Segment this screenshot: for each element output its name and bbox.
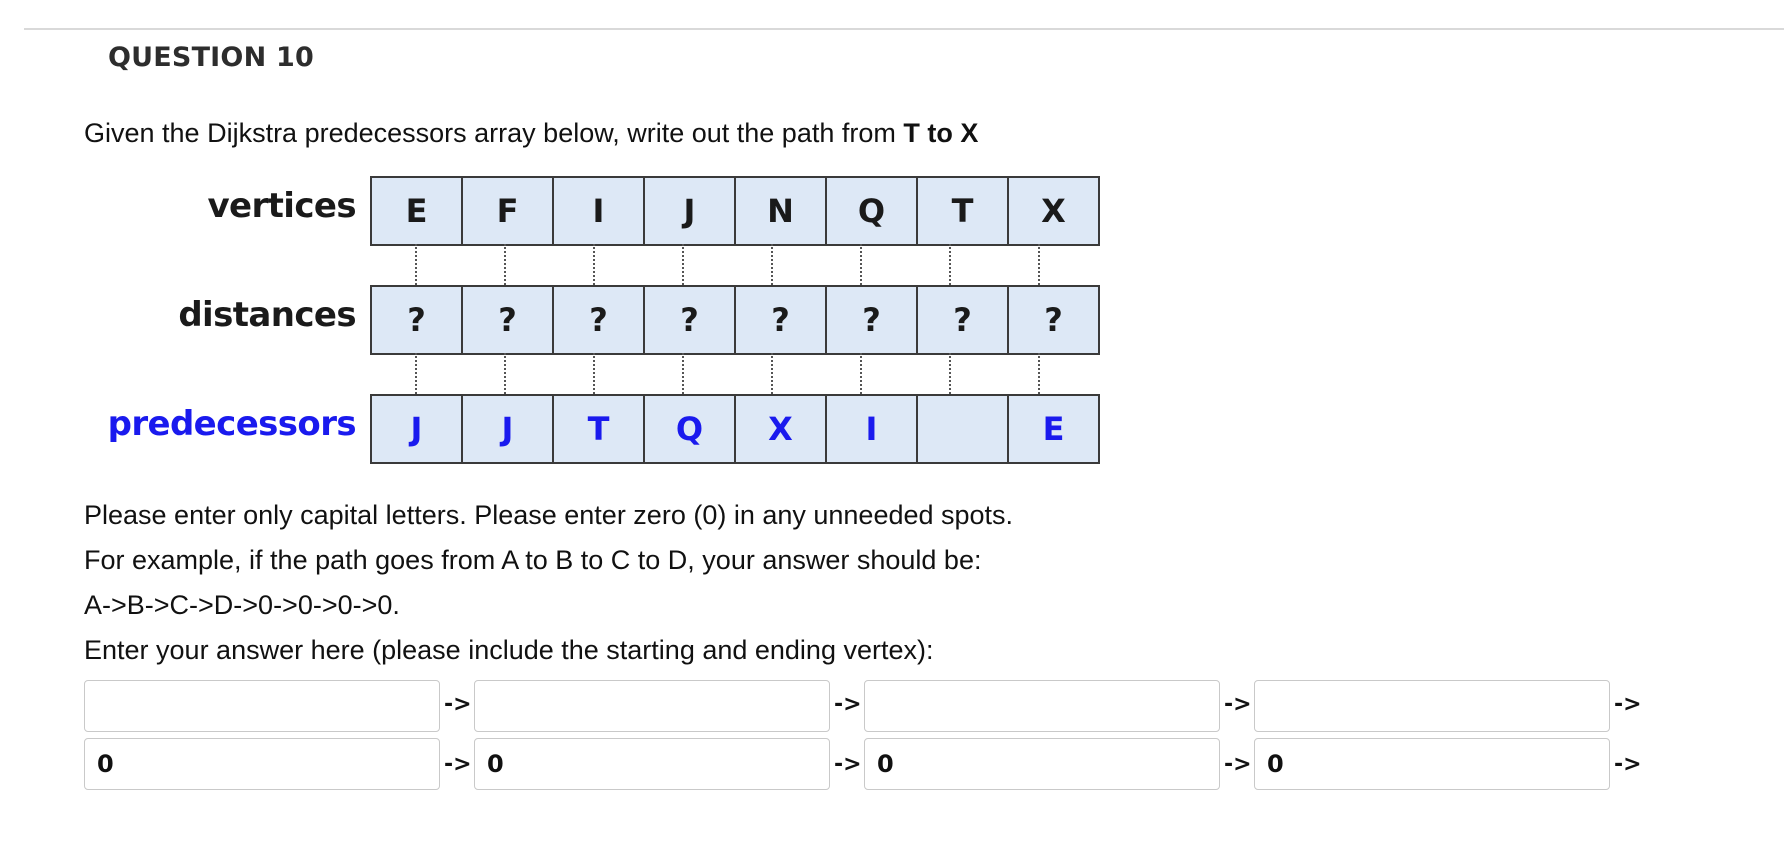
predecessors-row (370, 394, 1100, 462)
dotted-connector (682, 244, 684, 285)
dotted-connector (949, 353, 951, 394)
distances-row (370, 285, 1100, 353)
dotted-connector (771, 244, 773, 285)
vertices-row-cell: F (461, 176, 554, 246)
dotted-connector (415, 244, 417, 285)
answer-field-2[interactable] (474, 680, 830, 732)
dotted-connector (415, 353, 417, 394)
dotted-connector (593, 244, 595, 285)
predecessors-row-label-box (0, 394, 356, 462)
arrow-separator: -> (834, 692, 862, 717)
predecessors-row-cell: X (734, 394, 827, 464)
instruction-example: A->B->C->D->0->0->0->0. (84, 590, 400, 620)
dotted-connector (1038, 244, 1040, 285)
answer-field-7[interactable]: 0 (864, 738, 1220, 790)
predecessors-row-cell: Q (643, 394, 736, 464)
arrow-separator: -> (1614, 692, 1642, 717)
dotted-connector (504, 353, 506, 394)
distances-row-label-box (0, 285, 356, 353)
distances-row-cell: ? (370, 285, 463, 355)
dotted-connector (771, 353, 773, 394)
prompt-bold-path: T to X (903, 118, 979, 148)
vertices-row-label: vertices (207, 186, 356, 226)
dotted-connector (860, 353, 862, 394)
predecessors-row-cell: J (370, 394, 463, 464)
question-prompt (84, 118, 978, 149)
arrow-separator: -> (834, 752, 862, 777)
predecessors-row-cell (916, 394, 1009, 464)
distances-row-cell: ? (825, 285, 918, 355)
answer-field-3[interactable] (864, 680, 1220, 732)
instruction-line-2: For example, if the path goes from A to B to C to D, your answer should be: (84, 545, 982, 575)
instruction-line-1: Please enter only capital letters. Please enter zero (0) in any unneeded spots. (84, 500, 1014, 530)
arrow-separator: -> (444, 692, 472, 717)
distances-row-cell: ? (734, 285, 827, 355)
arrow-separator: -> (1224, 752, 1252, 777)
answer-fields (84, 680, 1764, 800)
predecessors-row-cell: E (1007, 394, 1100, 464)
dotted-connectors (370, 353, 1100, 394)
vertices-row-cell: I (552, 176, 645, 246)
vertices-row-cell: T (916, 176, 1009, 246)
vertices-row-cell: E (370, 176, 463, 246)
dotted-connector (682, 353, 684, 394)
question-title: QUESTION 10 (108, 42, 314, 73)
vertices-row-cell: Q (825, 176, 918, 246)
predecessors-figure (0, 170, 1120, 470)
distances-row-cell: ? (461, 285, 554, 355)
arrow-separator: -> (1224, 692, 1252, 717)
dotted-connector (860, 244, 862, 285)
vertices-row-cell: X (1007, 176, 1100, 246)
dotted-connector (949, 244, 951, 285)
distances-row-cell: ? (643, 285, 736, 355)
answer-field-5[interactable]: 0 (84, 738, 440, 790)
distances-row-label: distances (178, 295, 356, 335)
top-divider (24, 28, 1784, 30)
answer-field-1[interactable] (84, 680, 440, 732)
dotted-connector (504, 244, 506, 285)
distances-row-cell: ? (1007, 285, 1100, 355)
predecessors-row-cell: I (825, 394, 918, 464)
arrow-separator: -> (444, 752, 472, 777)
predecessors-row-cell: J (461, 394, 554, 464)
dotted-connector (593, 353, 595, 394)
vertices-row-cell: J (643, 176, 736, 246)
answer-field-6[interactable]: 0 (474, 738, 830, 790)
distances-row-cell: ? (916, 285, 1009, 355)
answer-field-4[interactable] (1254, 680, 1610, 732)
predecessors-row-cell: T (552, 394, 645, 464)
answer-field-8[interactable]: 0 (1254, 738, 1610, 790)
instruction-line-4: Enter your answer here (please include the starting and ending vertex): (84, 635, 934, 665)
predecessors-row-label: predecessors (107, 404, 356, 444)
vertices-row-cell: N (734, 176, 827, 246)
vertices-row-label-box (0, 176, 356, 244)
dotted-connector (1038, 353, 1040, 394)
distances-row-cell: ? (552, 285, 645, 355)
arrow-separator: -> (1614, 752, 1642, 777)
dotted-connectors (370, 244, 1100, 285)
prompt-text: Given the Dijkstra predecessors array below, write out the path from (84, 118, 904, 148)
vertices-row (370, 176, 1100, 244)
